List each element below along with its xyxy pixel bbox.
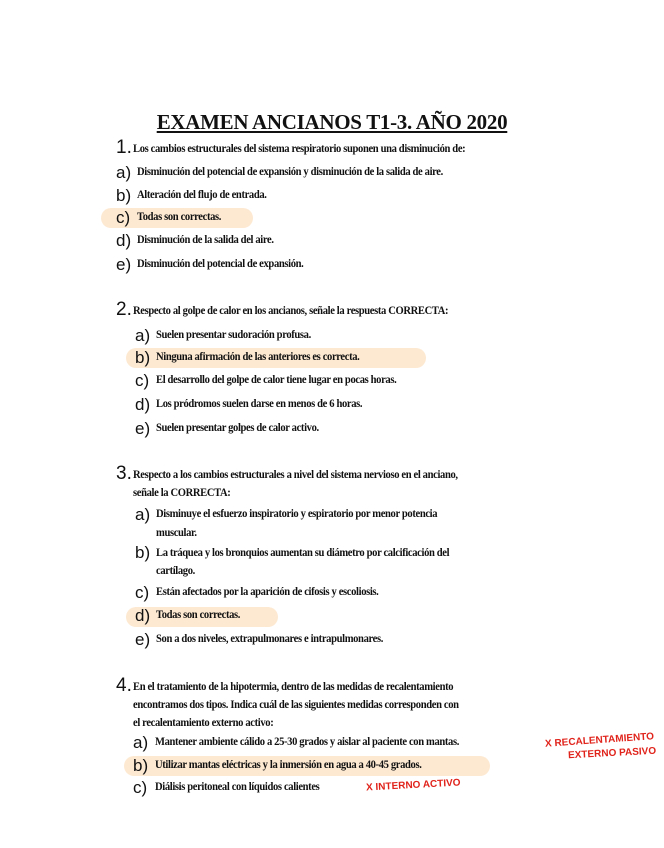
- option-text: Utilizar mantas eléctricas y la inmersión en agua a 40-45 grados.: [155, 759, 422, 771]
- option-text: La tráquea y los bronquios aumentan su diámetro por calcificación del: [156, 547, 450, 559]
- option-text: Los pródromos suelen darse en menos de 6 horas.: [156, 398, 363, 410]
- option-text: El desarrollo del golpe de calor tiene lugar en pocas horas.: [156, 374, 397, 386]
- option-text: Están afectados por la aparición de cifosis y escoliosis.: [156, 586, 379, 598]
- option-label: d): [135, 606, 151, 625]
- question-number: 2.: [116, 299, 132, 320]
- option-label: c): [133, 778, 148, 797]
- option-label: b): [116, 186, 132, 205]
- option-text: Todas son correctas.: [156, 609, 241, 621]
- option-text: muscular.: [156, 527, 197, 539]
- question-text: Respecto al golpe de calor en los ancianos, señale la respuesta CORRECTA:: [133, 305, 449, 317]
- option-text: Todas son correctas.: [137, 211, 222, 223]
- option-label: d): [135, 395, 151, 414]
- option-label: c): [116, 208, 131, 227]
- question-text: Los cambios estructurales del sistema respiratorio suponen una disminución de:: [133, 143, 466, 155]
- question-text: encontramos dos tipos. Indica cuál de las siguientes medidas corresponden con: [133, 699, 459, 711]
- question-number: 4.: [116, 675, 132, 696]
- option-text: Disminuye el esfuerzo inspiratorio y espiratorio por menor potencia: [156, 508, 438, 520]
- option-label: a): [133, 733, 149, 752]
- option-text: Disminución del potencial de expansión.: [137, 258, 304, 270]
- page-title: EXAMEN ANCIANOS T1-3. AÑO 2020: [156, 110, 508, 134]
- handwritten-annotation: EXTERNO PASIVO: [567, 745, 657, 762]
- option-label: e): [135, 630, 151, 649]
- question-number: 1.: [116, 137, 132, 158]
- question-text: Respecto a los cambios estructurales a nivel del sistema nervioso en el anciano,: [133, 469, 458, 481]
- option-text: Disminución del potencial de expansión y disminución de la salida de aire.: [137, 166, 443, 178]
- option-label: d): [116, 231, 132, 250]
- option-label: e): [135, 419, 151, 438]
- option-label: e): [116, 255, 132, 274]
- option-text: Diálisis peritoneal con líquidos calientes: [155, 781, 320, 793]
- option-label: a): [135, 505, 151, 524]
- question-text: el recalentamiento externo activo:: [133, 717, 274, 729]
- option-text: Ninguna afirmación de las anteriores es correcta.: [156, 351, 360, 363]
- option-text: Disminución de la salida del aire.: [137, 234, 274, 246]
- option-text: Suelen presentar sudoración profusa.: [156, 329, 311, 341]
- option-label: b): [133, 756, 149, 775]
- option-label: a): [135, 326, 151, 345]
- option-label: b): [135, 348, 151, 367]
- option-text: Alteración del flujo de entrada.: [137, 189, 267, 201]
- option-label: c): [135, 583, 150, 602]
- handwritten-annotation: X INTERNO ACTIVO: [365, 777, 461, 794]
- option-text: cartílago.: [156, 565, 195, 577]
- option-label: b): [135, 543, 151, 562]
- option-text: Suelen presentar golpes de calor activo.: [156, 422, 319, 434]
- option-label: a): [116, 163, 132, 182]
- question-number: 3.: [116, 463, 132, 484]
- question-text: En el tratamiento de la hipotermia, dentro de las medidas de recalentamiento: [133, 681, 454, 693]
- option-text: Mantener ambiente cálido a 25-30 grados y aislar al paciente con mantas.: [155, 736, 460, 748]
- handwritten-annotation: X RECALENTAMIENTO: [544, 731, 655, 750]
- option-text: Son a dos niveles, extrapulmonares e intrapulmonares.: [156, 633, 383, 645]
- question-text: señale la CORRECTA:: [133, 487, 231, 499]
- option-label: c): [135, 371, 150, 390]
